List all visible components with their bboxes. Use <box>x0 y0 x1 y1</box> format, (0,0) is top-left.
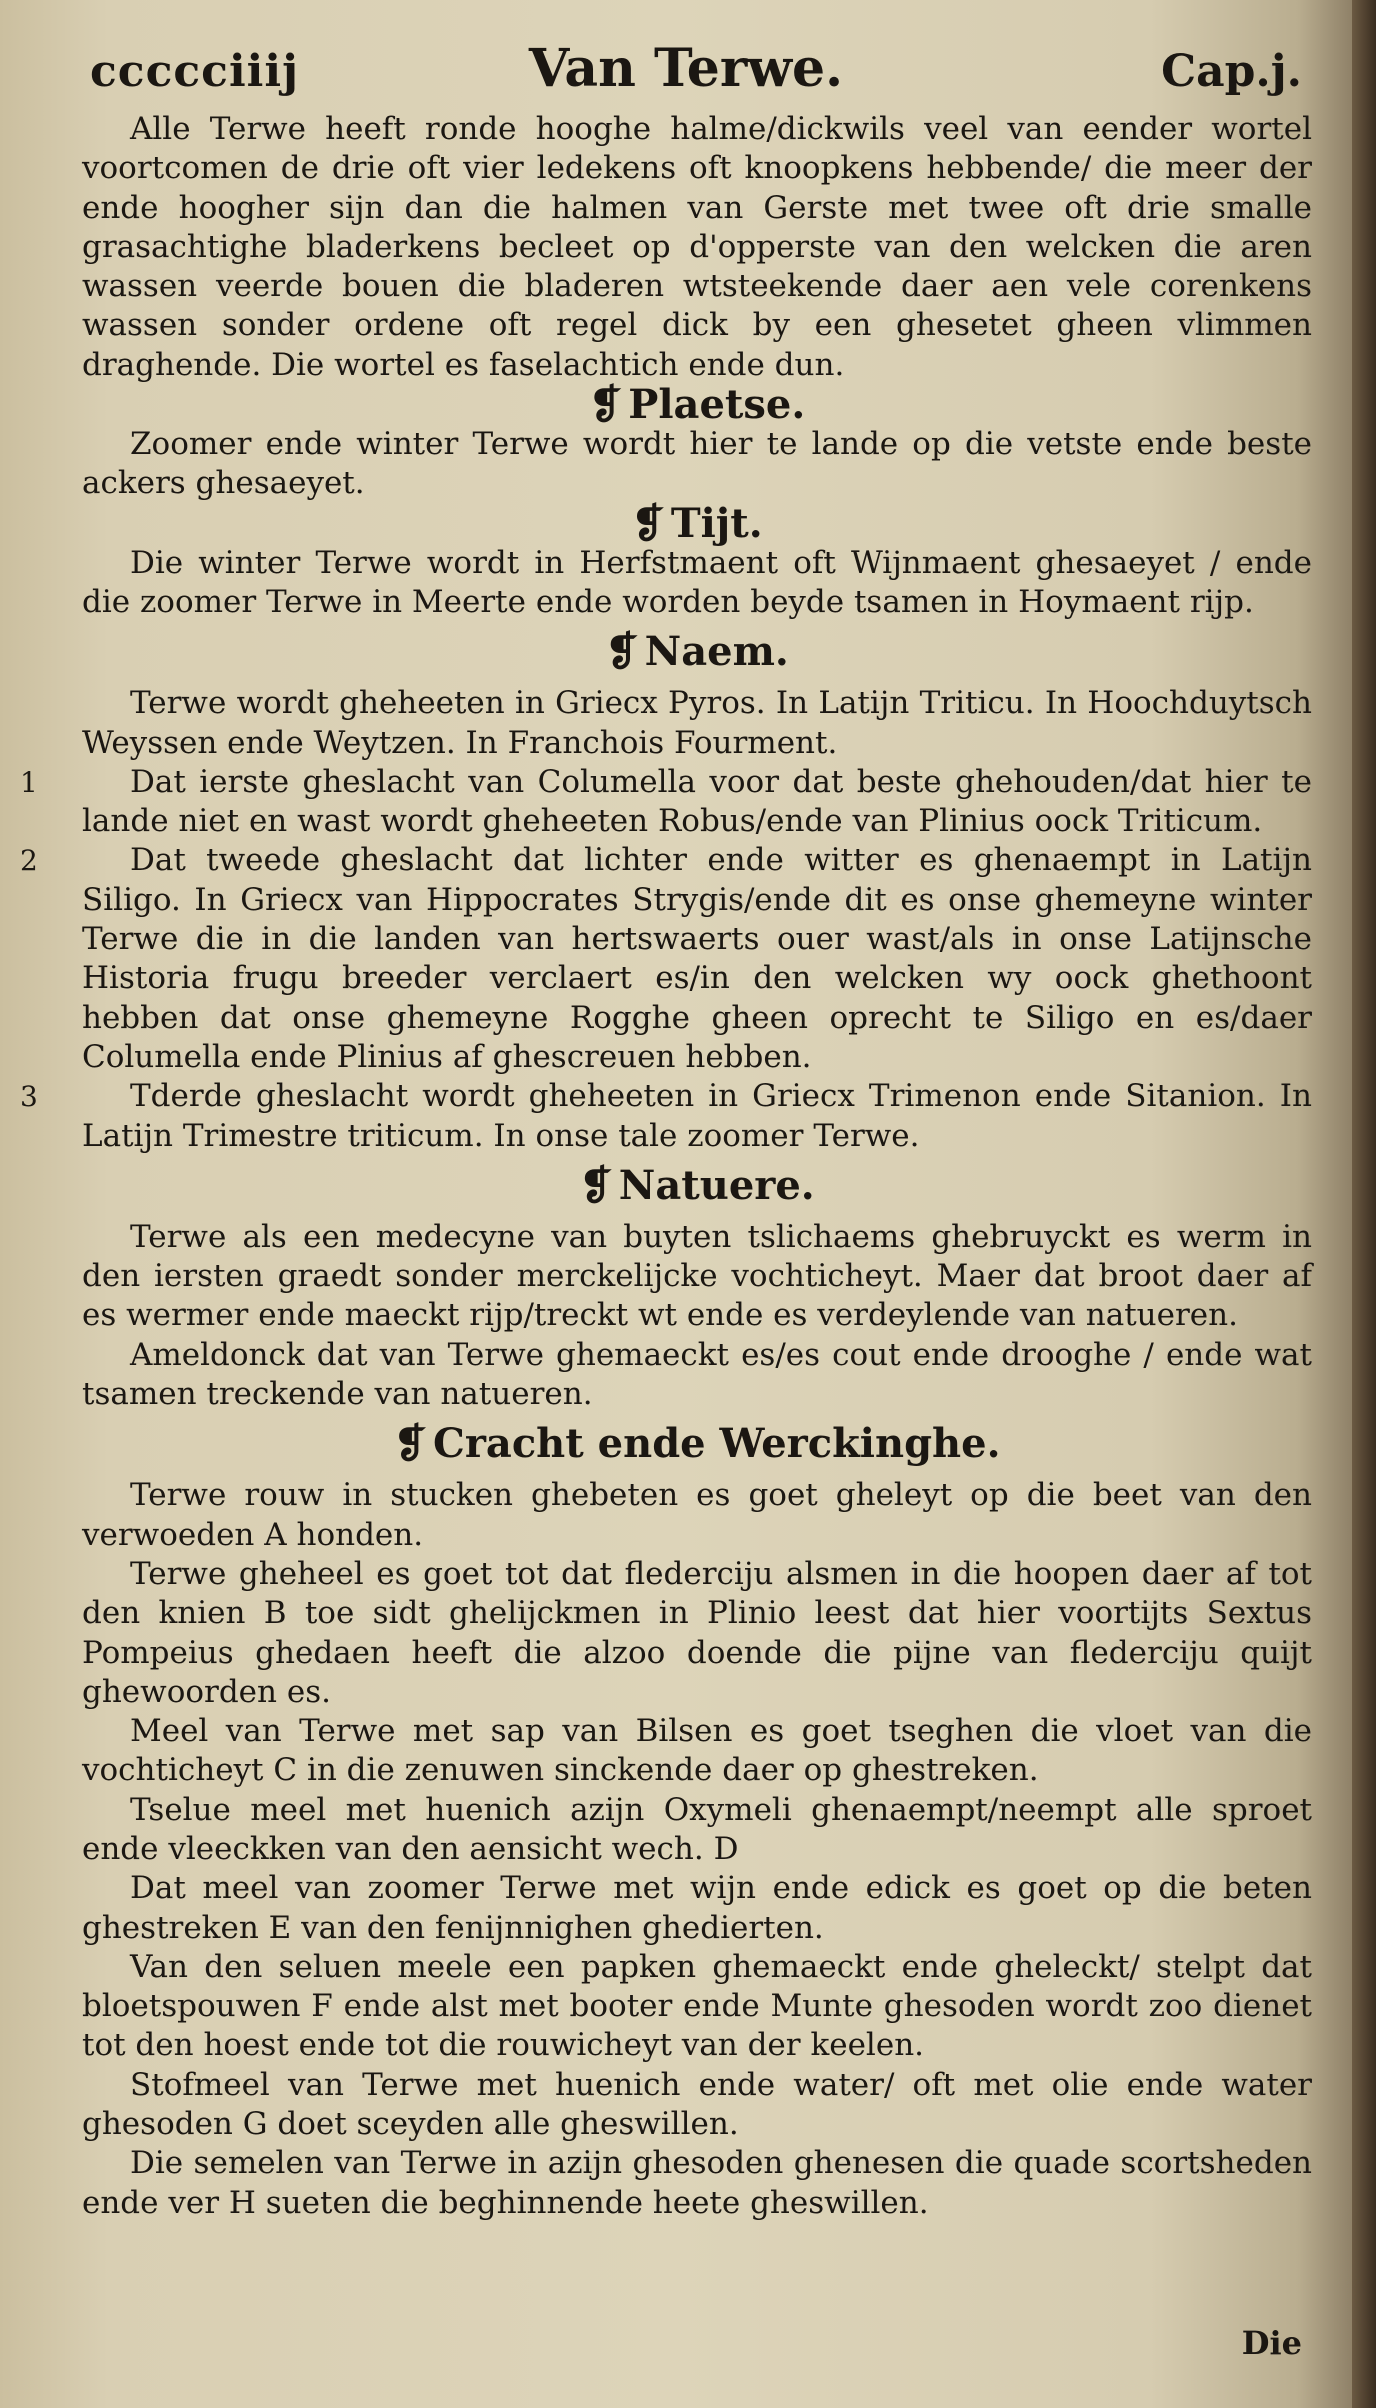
pilcrow-icon: ❡ <box>631 499 665 547</box>
item-number: 2 <box>20 844 38 878</box>
cracht-paragraph: Dat meel van zoomer Terwe met wijn ende edick es goet op die beten ghestreken E van den fenijnnighen ghedierten. <box>82 1870 1312 1946</box>
naem-item: 1 Dat ierste gheslacht van Columella voor dat beste ghehouden/dat hier te lande niet en wast wordt gheheeten Robus/ende van Plinius oock Triticum. <box>20 763 1312 840</box>
pilcrow-icon: ❡ <box>393 1420 427 1468</box>
cracht-paragraph: Van den seluen meele een papken ghemaeckt ende gheleckt/ stelpt dat bloetspouwen F ende alst met booter ende Munte ghesoden wordt zoo dienet tot den hoest ende tot die rouwicheyt van der keelen. <box>82 1948 1312 2064</box>
cracht-paragraph: Terwe rouw in stucken ghebeten es goet gheleyt op die beet van den verwoeden A honden. <box>82 1477 1312 1553</box>
natuere-paragraph: Terwe als een medecyne van buyten tslichaems ghebruyckt es werm in den iersten graedt sonder merckelijcke vochticheyt. Maer dat broot daer af es wermer ende maeckt rijp/treckt wt ende es verdeylende van natueren. <box>82 1218 1312 1334</box>
cracht-paragraph: Die semelen van Terwe in azijn ghesoden ghenesen die quade scortsheden ende ver H sueten die beghinnende heete gheswillen. <box>82 2145 1312 2221</box>
item-number: 1 <box>20 765 38 799</box>
naem-intro: Terwe wordt gheheeten in Griecx Pyros. In Latijn Triticu. In Hoochduytsch Weyssen ende Weytzen. In Franchois Fourment. <box>82 685 1312 761</box>
catchword: Die <box>1241 2324 1302 2362</box>
plaetse-paragraph: Zoomer ende winter Terwe wordt hier te lande op die vetste ende beste ackers ghesaeyet. <box>82 426 1312 502</box>
tijt-paragraph: Die winter Terwe wordt in Herfstmaent oft Wijnmaent ghesaeyet / ende die zoomer Terwe in Meerte ende worden beyde tsamen in Hoymaent rijp. <box>82 544 1312 620</box>
page-body <box>20 110 1312 2223</box>
pilcrow-icon: ❡ <box>588 381 623 429</box>
section-heading-natuere: ❡ Natuere. <box>579 1161 815 1209</box>
item-number: 3 <box>20 1080 38 1114</box>
cracht-paragraph: Terwe gheheel es goet tot dat flederciju alsmen in die hoopen daer af tot den knien B toe sidt ghelijckmen in Plinio leest dat hier voortijts Sextus Pompeius ghedaen heeft die alzoo doende die pijne van flederciju quijt ghewoorden es. <box>82 1555 1312 1710</box>
section-heading-tijt: ❡ Tijt. <box>631 499 763 547</box>
cracht-paragraph: Meel van Terwe met sap van Bilsen es goet tseghen die vloet van die vochticheyt C in die zenuwen sinckende daer op ghestreken. <box>82 1713 1312 1789</box>
folio-number: ccccciiij <box>90 46 300 97</box>
description-paragraph: Alle Terwe heeft ronde hooghe halme/dickwils veel van eender wortel voortcomen de drie oft vier ledekens oft knoopkens hebbende/ die meer der ende hoogher sijn dan die halmen van Gerste met twee oft drie smalle grasachtighe bladerkens becleet op d'opperste van den welcken die aren wassen veerde bouen die bladeren wtsteekende daer aen vele corenkens wassen sonder ordene oft regel dick by een ghesetet gheen vlimmen draghende. Die wortel es faselachtich ende dun. <box>82 111 1312 383</box>
section-heading-plaetse: ❡ Plaetse. <box>588 381 806 429</box>
pilcrow-icon: ❡ <box>605 628 639 676</box>
natuere-paragraph: Ameldonck dat van Terwe ghemaeckt es/es cout ende drooghe / ende wat tsamen treckende van natueren. <box>82 1336 1312 1413</box>
running-title: Van Terwe. <box>528 38 844 99</box>
naem-item: 3 Tderde gheslacht wordt gheheeten in Griecx Trimenon ende Sitanion. In Latijn Trimestre triticum. In onse tale zoomer Terwe. <box>20 1078 1312 1154</box>
cracht-paragraph: Stofmeel van Terwe met huenich ende water/ oft met olie ende water ghesoden G doet sceyden alle gheswillen. <box>82 2066 1312 2143</box>
naem-item: 2 Dat tweede gheslacht dat lichter ende witter es ghenaempt in Latijn Siligo. In Griecx van Hippocrates Strygis/ende dit es onse ghemeyne winter Terwe die in die landen van hertswaerts ouer wast/als in onse Latijnsche Historia frugu breeder verclaert es/in den welcken wy oock ghethoont hebben dat onse ghemeyne Rogghe gheen oprecht te Siligo en es/daer Columella ende Plinius af ghescreuen hebben. <box>20 842 1312 1075</box>
chapter-label: Cap.j. <box>1161 46 1302 97</box>
pilcrow-icon: ❡ <box>579 1161 613 1209</box>
book-spine <box>1352 0 1376 2408</box>
page-header <box>70 38 1302 108</box>
cracht-paragraph: Tselue meel met huenich azijn Oxymeli ghenaempt/neempt alle sproet ende vleeckken van den aensicht wech. D <box>82 1791 1312 1867</box>
section-heading-naem: ❡ Naem. <box>605 628 789 676</box>
section-heading-cracht: ❡ Cracht ende Werckinghe. <box>393 1420 1001 1468</box>
